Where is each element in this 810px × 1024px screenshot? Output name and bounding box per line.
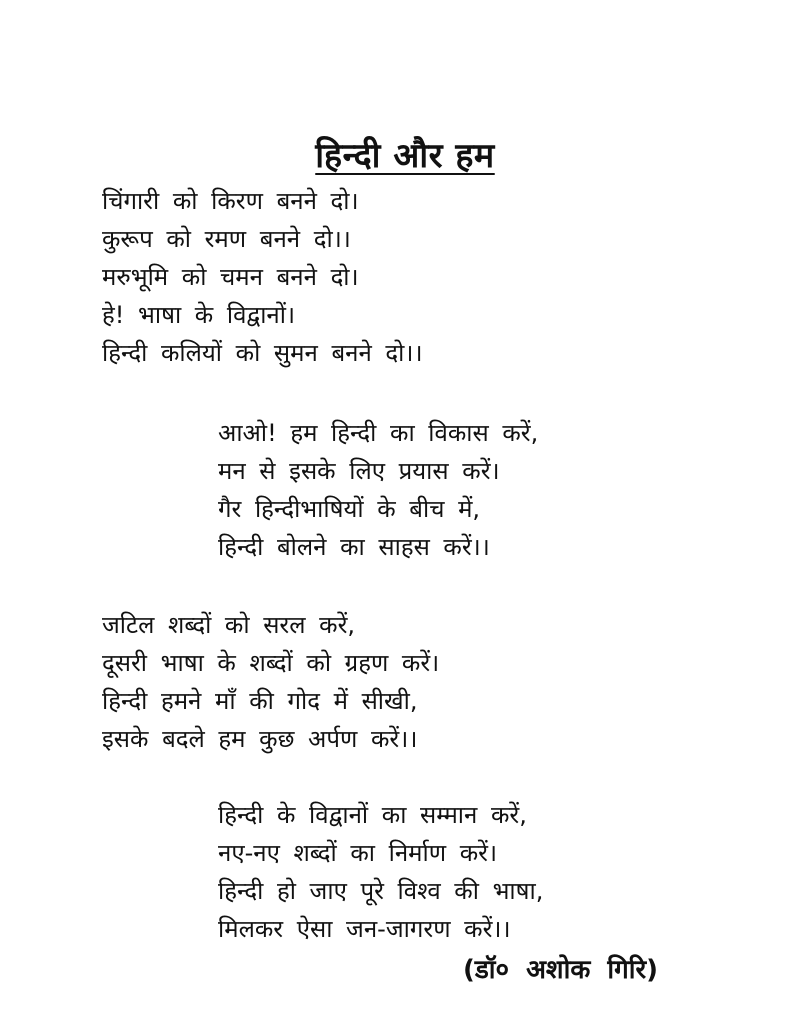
poem-line: दूसरी भाषा के शब्दों को ग्रहण करें। (102, 649, 440, 677)
poem-line: मिलकर ऐसा जन-जागरण करें।। (218, 915, 511, 943)
poem-line: नए-नए शब्दों का निर्माण करें। (218, 839, 498, 867)
poem-line: हिन्दी कलियों को सुमन बनने दो।। (102, 339, 423, 367)
poem-line: हिन्दी हो जाए पूरे विश्व की भाषा, (218, 877, 544, 905)
stanza-4 (218, 796, 543, 948)
poem-line: इसके बदले हम कुछ अर्पण करें।। (102, 725, 418, 753)
poem-line: हिन्दी बोलने का साहस करें।। (218, 533, 490, 561)
poem-line: चिंगारी को किरण बनने दो। (102, 187, 359, 215)
poem-line: गैर हिन्दीभाषियों के बीच में, (218, 495, 481, 523)
stanza-1 (102, 182, 423, 372)
poem-line: आओ! हम हिन्दी का विकास करें, (218, 419, 539, 447)
poem-line: जटिल शब्दों को सरल करें, (102, 611, 356, 639)
author-signature: (डॉ० अशोक गिरि) (462, 955, 658, 985)
poem-line: हिन्दी के विद्वानों का सम्मान करें, (218, 801, 527, 829)
poem-line: मरुभूमि को चमन बनने दो। (102, 263, 359, 291)
poem-line: मन से इसके लिए प्रयास करें। (218, 457, 500, 485)
stanza-2 (218, 414, 538, 566)
poem-title: हिन्दी और हम (315, 135, 495, 176)
stanza-3 (102, 606, 439, 758)
poem-line: कुरूप को रमण बनने दो।। (102, 225, 351, 253)
poem-line: हे! भाषा के विद्वानों। (102, 301, 296, 329)
poem-line: हिन्दी हमने माँ की गोद में सीखी, (102, 687, 418, 715)
